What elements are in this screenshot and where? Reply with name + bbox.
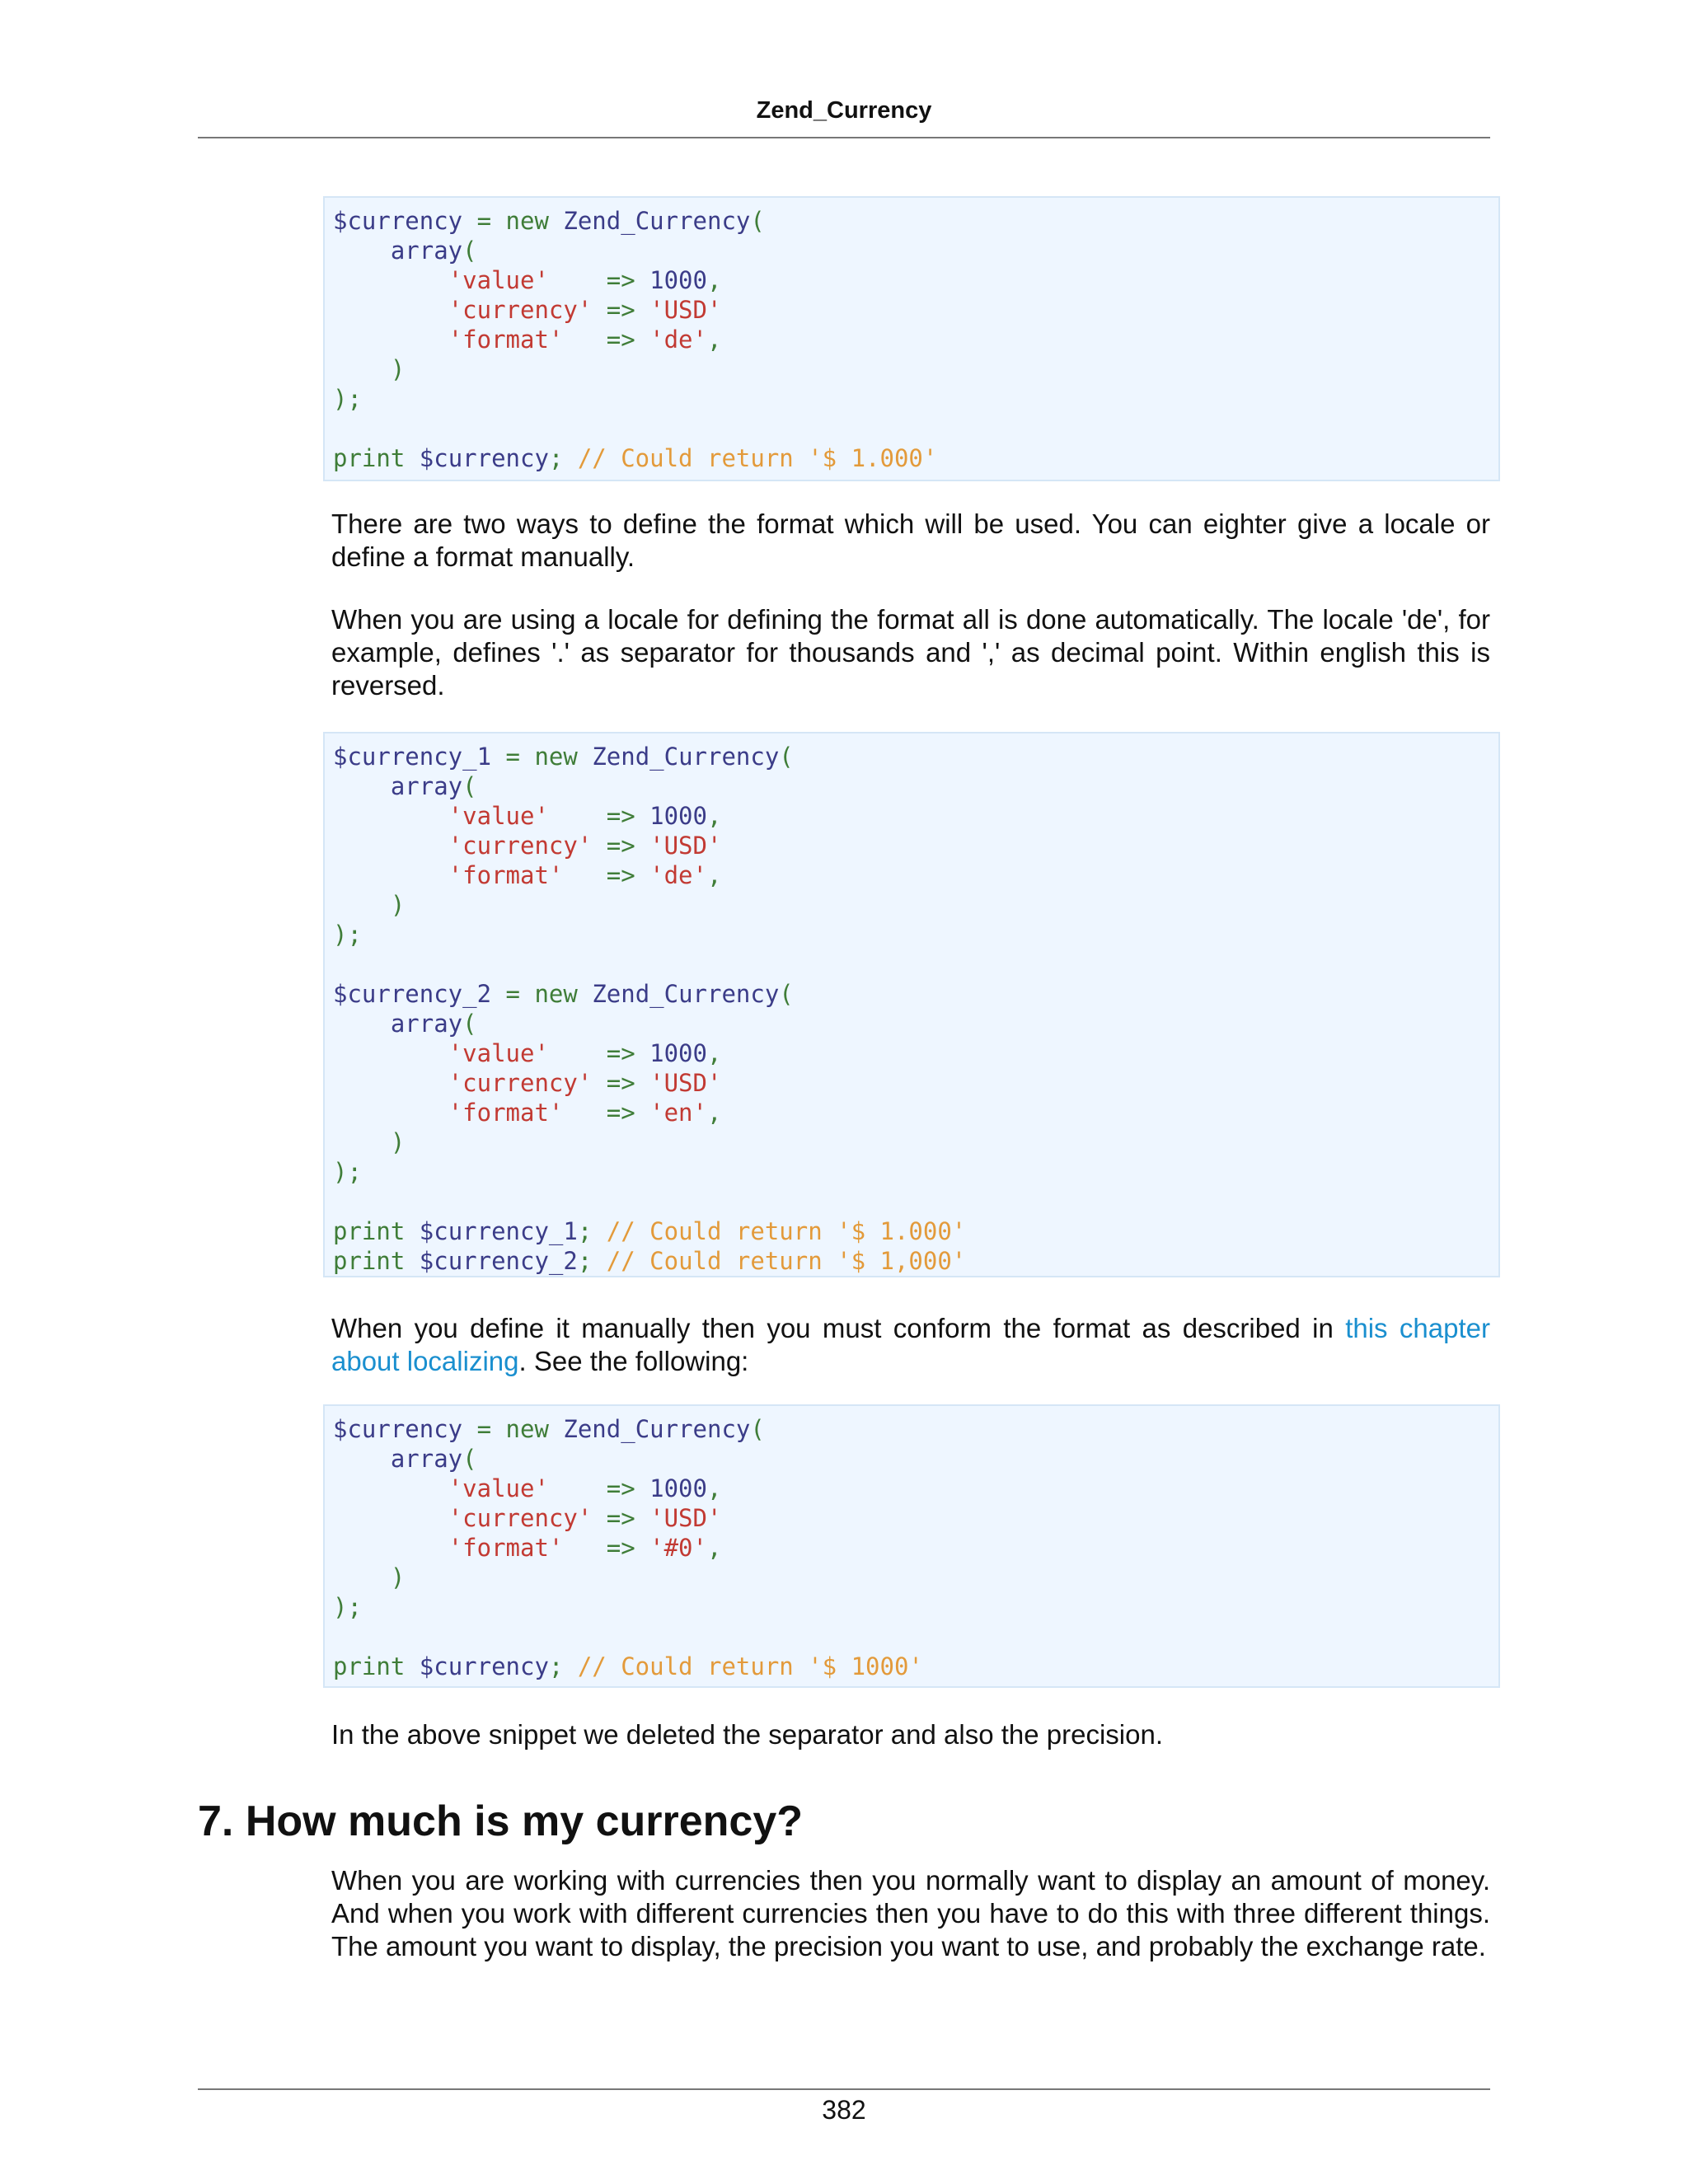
code-line xyxy=(333,1187,1490,1216)
code-line xyxy=(333,920,1490,949)
code-line xyxy=(333,1009,1490,1038)
code-line xyxy=(333,1444,1490,1474)
code-token xyxy=(405,444,419,472)
paragraph-currencies-intro: When you are working with currencies then you normally want to display an amount of money. And when you work with different currencies then you have to do this with three different things. The amount you want to display, the precision you want to use, and probably the exchange rate. xyxy=(331,1865,1490,1961)
code-token xyxy=(578,980,592,1008)
code-line xyxy=(333,1503,1490,1533)
code-token: 'format' xyxy=(448,1099,564,1127)
code-token: 'USD' xyxy=(649,1504,722,1532)
code-token: Zend_Currency xyxy=(563,207,751,235)
code-token xyxy=(333,266,448,294)
code-line xyxy=(333,354,1490,384)
code-token: 'currency' xyxy=(448,1504,593,1532)
code-token: $currency_2 xyxy=(333,980,492,1008)
code-token: = xyxy=(491,980,535,1008)
code-example-1 xyxy=(323,196,1500,481)
localizing-chapter-link[interactable]: this chapter about localizing xyxy=(331,1313,1490,1376)
code-token: , xyxy=(706,266,722,294)
code-token xyxy=(333,296,448,324)
code-token: 'format' xyxy=(448,861,564,889)
code-token: => xyxy=(563,861,650,889)
code-token: print xyxy=(333,444,406,472)
code-token: => xyxy=(548,802,650,830)
code-line xyxy=(333,1246,1490,1276)
code-token: array xyxy=(390,1445,463,1473)
code-token: 'value' xyxy=(448,1474,549,1502)
code-token: $currency_1 xyxy=(333,743,492,771)
code-token: = xyxy=(491,743,535,771)
code-token: print xyxy=(333,1217,406,1245)
code-token: , xyxy=(706,1534,722,1562)
code-token: 'USD' xyxy=(649,832,722,860)
code-line xyxy=(333,1563,1490,1592)
code-line xyxy=(333,295,1490,325)
code-line xyxy=(333,949,1490,979)
code-line xyxy=(333,1622,1490,1652)
code-token: ); xyxy=(333,1158,362,1186)
page-number: 382 xyxy=(822,2095,866,2125)
code-token: // Could return '$ 1.000' xyxy=(577,444,938,472)
paragraph-text: . See the following: xyxy=(518,1346,749,1376)
code-token: ; xyxy=(548,1652,578,1680)
code-token: 'value' xyxy=(448,1039,549,1067)
code-token xyxy=(333,1504,448,1532)
code-token: new xyxy=(534,980,578,1008)
code-line xyxy=(333,325,1490,354)
code-token xyxy=(405,1217,419,1245)
code-line xyxy=(333,1652,1490,1681)
code-token: ; xyxy=(577,1217,607,1245)
code-token: 'currency' xyxy=(448,296,593,324)
code-token: 1000 xyxy=(649,266,707,294)
code-token xyxy=(333,237,391,265)
code-token: = xyxy=(462,207,506,235)
code-token xyxy=(333,1474,448,1502)
code-token: 1000 xyxy=(649,1039,707,1067)
header-rule xyxy=(198,137,1490,138)
code-token xyxy=(333,772,391,800)
code-token: , xyxy=(706,861,722,889)
code-token: => xyxy=(548,266,650,294)
code-token xyxy=(333,1099,448,1127)
code-token: ); xyxy=(333,1593,362,1621)
code-token: $currency xyxy=(333,207,463,235)
code-token: ( xyxy=(779,980,794,1008)
code-token: array xyxy=(390,772,463,800)
code-token: print xyxy=(333,1247,406,1275)
code-line xyxy=(333,206,1490,236)
running-header: Zend_Currency xyxy=(756,97,932,124)
code-line xyxy=(333,890,1490,920)
code-line xyxy=(333,265,1490,295)
code-token xyxy=(333,326,448,354)
code-token: 'currency' xyxy=(448,832,593,860)
code-token: new xyxy=(534,743,578,771)
code-token: ( xyxy=(462,1445,477,1473)
code-line xyxy=(333,1038,1490,1068)
code-token xyxy=(405,1247,419,1275)
code-line xyxy=(333,1533,1490,1563)
code-token: , xyxy=(706,1039,722,1067)
code-line xyxy=(333,831,1490,860)
code-token: $currency_1 xyxy=(419,1217,578,1245)
code-token: ( xyxy=(750,207,765,235)
code-example-3 xyxy=(323,1404,1500,1688)
code-token: ; xyxy=(548,444,578,472)
code-token: ) xyxy=(333,1128,406,1156)
code-line xyxy=(333,1157,1490,1187)
code-token: ); xyxy=(333,921,362,949)
code-token: ) xyxy=(333,355,406,383)
code-token xyxy=(405,1652,419,1680)
code-token: new xyxy=(505,1415,549,1443)
paragraph-snippet-note: In the above snippet we deleted the separator and also the precision. xyxy=(331,1719,1164,1750)
code-token: Zend_Currency xyxy=(592,743,780,771)
code-token: 'format' xyxy=(448,326,564,354)
paragraph-format-ways: There are two ways to define the format which will be used. You can eighter give a locale or define a format manually. xyxy=(331,509,1490,572)
code-token xyxy=(333,1445,391,1473)
code-token: ) xyxy=(333,1563,406,1591)
code-token: = xyxy=(462,1415,506,1443)
code-token xyxy=(578,743,592,771)
code-line xyxy=(333,1474,1490,1503)
code-token: print xyxy=(333,1652,406,1680)
code-line xyxy=(333,1068,1490,1098)
code-token: // Could return '$ 1000' xyxy=(577,1652,923,1680)
code-line xyxy=(333,1216,1490,1246)
paragraph-manual-format xyxy=(331,1312,1490,1378)
code-token: 'de' xyxy=(649,861,707,889)
footer-rule xyxy=(198,2088,1490,2090)
code-line xyxy=(333,1127,1490,1157)
code-token xyxy=(333,1039,448,1067)
code-token: array xyxy=(390,1010,463,1038)
paragraph-text: When you define it manually then you must conform the format as described in xyxy=(331,1313,1346,1343)
code-token: ; xyxy=(577,1247,607,1275)
code-line xyxy=(333,1098,1490,1127)
code-line xyxy=(333,771,1490,801)
code-token: => xyxy=(563,1534,650,1562)
code-token xyxy=(333,802,448,830)
code-token: 1000 xyxy=(649,802,707,830)
code-example-2 xyxy=(323,732,1500,1277)
code-token: => xyxy=(592,1069,650,1097)
code-token: array xyxy=(390,237,463,265)
code-token: // Could return '$ 1.000' xyxy=(606,1217,967,1245)
code-token: // Could return '$ 1,000' xyxy=(606,1247,967,1275)
code-line xyxy=(333,1592,1490,1622)
code-token: new xyxy=(505,207,549,235)
code-token: => xyxy=(592,832,650,860)
code-token: 'value' xyxy=(448,266,549,294)
code-line xyxy=(333,860,1490,890)
code-token: 'format' xyxy=(448,1534,564,1562)
code-line xyxy=(333,1414,1490,1444)
code-token: ( xyxy=(462,772,477,800)
paragraph-locale-format: When you are using a locale for defining the format all is done automatically. The locale 'de', for example, defines '.' as separator for thousands and ',' as decimal point. Within english this is reversed. xyxy=(331,604,1490,701)
code-token: ); xyxy=(333,385,362,413)
code-token: => xyxy=(563,326,650,354)
code-token: ( xyxy=(779,743,794,771)
code-token xyxy=(549,207,563,235)
code-token: ( xyxy=(750,1415,765,1443)
code-token: 'USD' xyxy=(649,1069,722,1097)
code-token: => xyxy=(563,1099,650,1127)
code-token: => xyxy=(548,1039,650,1067)
code-token xyxy=(333,1069,448,1097)
code-token: , xyxy=(706,326,722,354)
code-line xyxy=(333,384,1490,414)
code-token: => xyxy=(548,1474,650,1502)
code-token: $currency xyxy=(333,1415,463,1443)
code-token: , xyxy=(706,802,722,830)
code-line xyxy=(333,979,1490,1009)
code-token: 'de' xyxy=(649,326,707,354)
code-token: 'currency' xyxy=(448,1069,593,1097)
code-line xyxy=(333,236,1490,265)
code-token: Zend_Currency xyxy=(592,980,780,1008)
code-token: 'en' xyxy=(649,1099,707,1127)
code-token: ( xyxy=(462,1010,477,1038)
code-token xyxy=(333,832,448,860)
code-token xyxy=(333,861,448,889)
code-token: $currency xyxy=(419,444,549,472)
code-token: $currency_2 xyxy=(419,1247,578,1275)
code-token: 1000 xyxy=(649,1474,707,1502)
section-heading: 7. How much is my currency? xyxy=(198,1797,804,1845)
code-line xyxy=(333,414,1490,443)
code-token: 'value' xyxy=(448,802,549,830)
code-token xyxy=(333,1010,391,1038)
code-line xyxy=(333,801,1490,831)
code-token: '#0' xyxy=(649,1534,707,1562)
code-token: Zend_Currency xyxy=(563,1415,751,1443)
code-token: , xyxy=(706,1474,722,1502)
code-line xyxy=(333,443,1490,473)
code-token: => xyxy=(592,1504,650,1532)
code-token: => xyxy=(592,296,650,324)
code-token: ) xyxy=(333,891,406,919)
code-token: $currency xyxy=(419,1652,549,1680)
code-token: ( xyxy=(462,237,477,265)
code-token: , xyxy=(706,1099,722,1127)
code-token xyxy=(333,1534,448,1562)
code-token xyxy=(549,1415,563,1443)
code-token: 'USD' xyxy=(649,296,722,324)
code-line xyxy=(333,742,1490,771)
